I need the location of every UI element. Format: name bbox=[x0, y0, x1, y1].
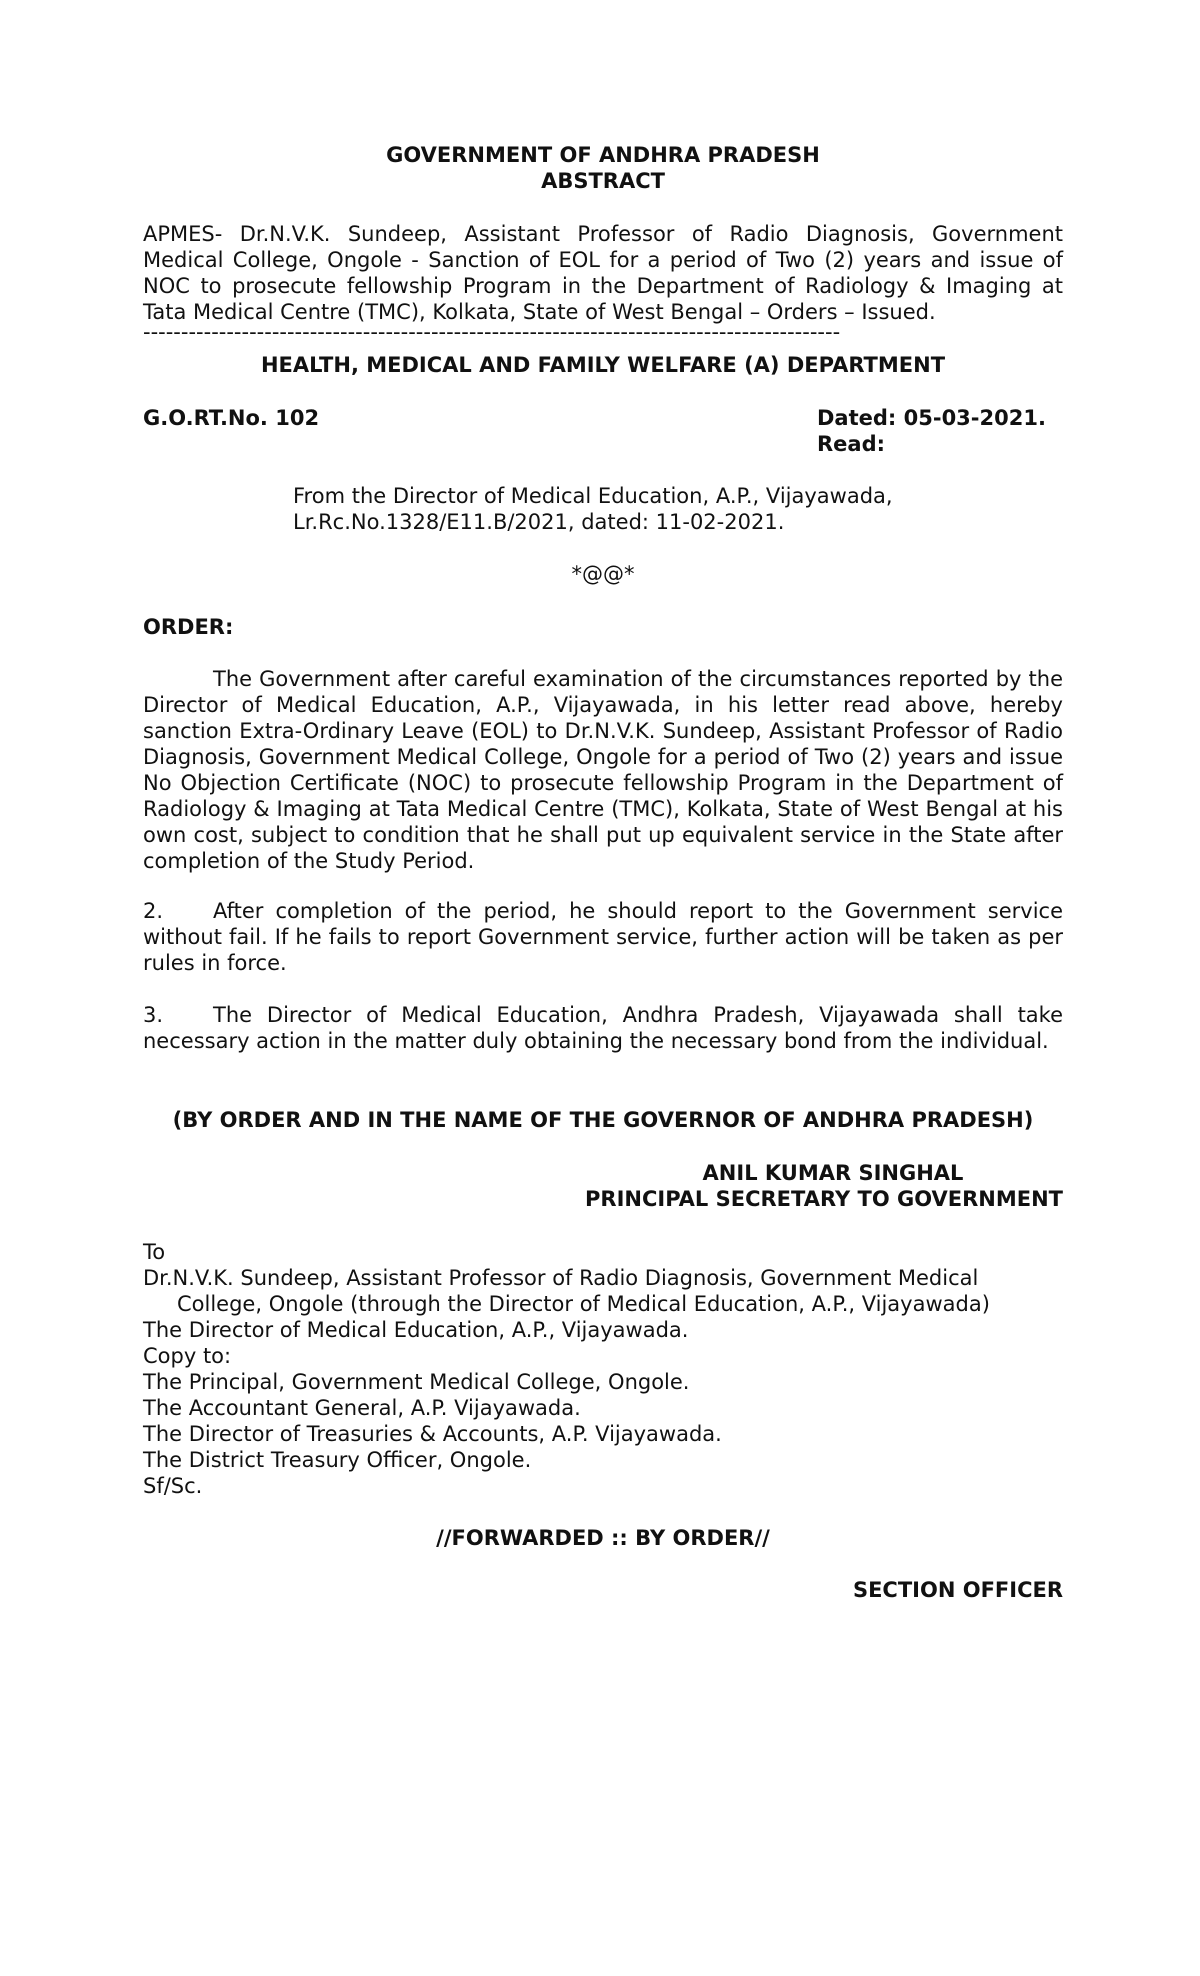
copy-recipient: The Director of Treasuries & Accounts, A.P. Vijayawada. bbox=[143, 1422, 722, 1446]
copy-to-label: Copy to: bbox=[143, 1344, 232, 1368]
paragraph-3-number: 3. bbox=[143, 1003, 164, 1027]
order-paragraph-1: The Government after careful examination of the circumstances reported by the Director of Medical Education, A.P., Vijayawada, in his letter read above, hereby sanction Extra-Ordinary Leave (EOL) to Dr.N.V.K. Sundeep, Assistant Professor of Radio Diagnosis, Government Medical College, Ongole for a period of Two (2) years and issue No Objection Certificate (NOC) to prosecute fellowship Program in the Department of Radiology & Imaging at Tata Medical Centre (TMC), Kolkata, State of West Bengal at his own cost, subject to condition that he shall put up equivalent service in the State after completion of the Study Period. bbox=[143, 667, 1063, 873]
paragraph-3-text: The Director of Medical Education, Andhra Pradesh, Vijayawada shall take necessary action in the matter duly obtaining the necessary bond from the individual. bbox=[143, 1003, 1063, 1053]
recipient-1: Dr.N.V.K. Sundeep, Assistant Professor of Radio Diagnosis, Government Medical College, Ongole (through the Director of Medical Education, A.P., Vijayawada) bbox=[143, 1266, 990, 1316]
signatory-title: PRINCIPAL SECRETARY TO GOVERNMENT bbox=[585, 1187, 1063, 1211]
reference-line-2: Lr.Rc.No.1328/E11.B/2021, dated: 11-02-2021. bbox=[293, 510, 785, 534]
order-paragraph-3 bbox=[143, 1002, 1063, 1054]
copy-recipient: The Principal, Government Medical College, Ongole. bbox=[143, 1370, 690, 1394]
separator-mark: *@@* bbox=[571, 562, 635, 586]
paragraph-2-text: After completion of the period, he should report to the Government service without fail. If he fails to report Government service, further action will be taken as per rules in force. bbox=[143, 899, 1063, 975]
to-label: To bbox=[143, 1240, 166, 1264]
section-officer: SECTION OFFICER bbox=[852, 1578, 1063, 1602]
copy-recipient: The District Treasury Officer, Ongole. bbox=[143, 1448, 532, 1472]
go-number: G.O.RT.No. 102 bbox=[143, 406, 320, 430]
by-order-line: (BY ORDER AND IN THE NAME OF THE GOVERNOR OF ANDHRA PRADESH) bbox=[172, 1108, 1034, 1132]
government-heading: GOVERNMENT OF ANDHRA PRADESH bbox=[386, 143, 820, 167]
divider-line: -------------------------------------------------------------------------------------------- bbox=[143, 325, 841, 339]
go-date: Dated: 05-03-2021. bbox=[817, 406, 1046, 430]
recipient-2: The Director of Medical Education, A.P., Vijayawada. bbox=[143, 1318, 689, 1342]
department-heading: HEALTH, MEDICAL AND FAMILY WELFARE (A) DEPARTMENT bbox=[260, 353, 946, 377]
copy-recipient: The Accountant General, A.P. Vijayawada. bbox=[143, 1396, 581, 1420]
reference-line-1: From the Director of Medical Education, A.P., Vijayawada, bbox=[293, 484, 893, 508]
abstract-subject: APMES- Dr.N.V.K. Sundeep, Assistant Professor of Radio Diagnosis, Government Medical College, Ongole - Sanction of EOL for a period of Two (2) years and issue of NOC to prosecute fellowship Program in the Department of Radiology & Imaging at Tata Medical Centre (TMC), Kolkata, State of West Bengal – Orders – Issued. bbox=[143, 222, 1063, 324]
read-label: Read: bbox=[817, 432, 886, 456]
abstract-heading: ABSTRACT bbox=[541, 169, 665, 193]
signatory-name: ANIL KUMAR SINGHAL bbox=[702, 1161, 964, 1185]
order-label: ORDER: bbox=[143, 615, 234, 639]
paragraph-2-number: 2. bbox=[143, 899, 164, 923]
order-paragraph-2 bbox=[143, 898, 1063, 976]
forwarded-line: //FORWARDED :: BY ORDER// bbox=[436, 1526, 770, 1550]
copy-recipient: Sf/Sc. bbox=[143, 1474, 203, 1498]
